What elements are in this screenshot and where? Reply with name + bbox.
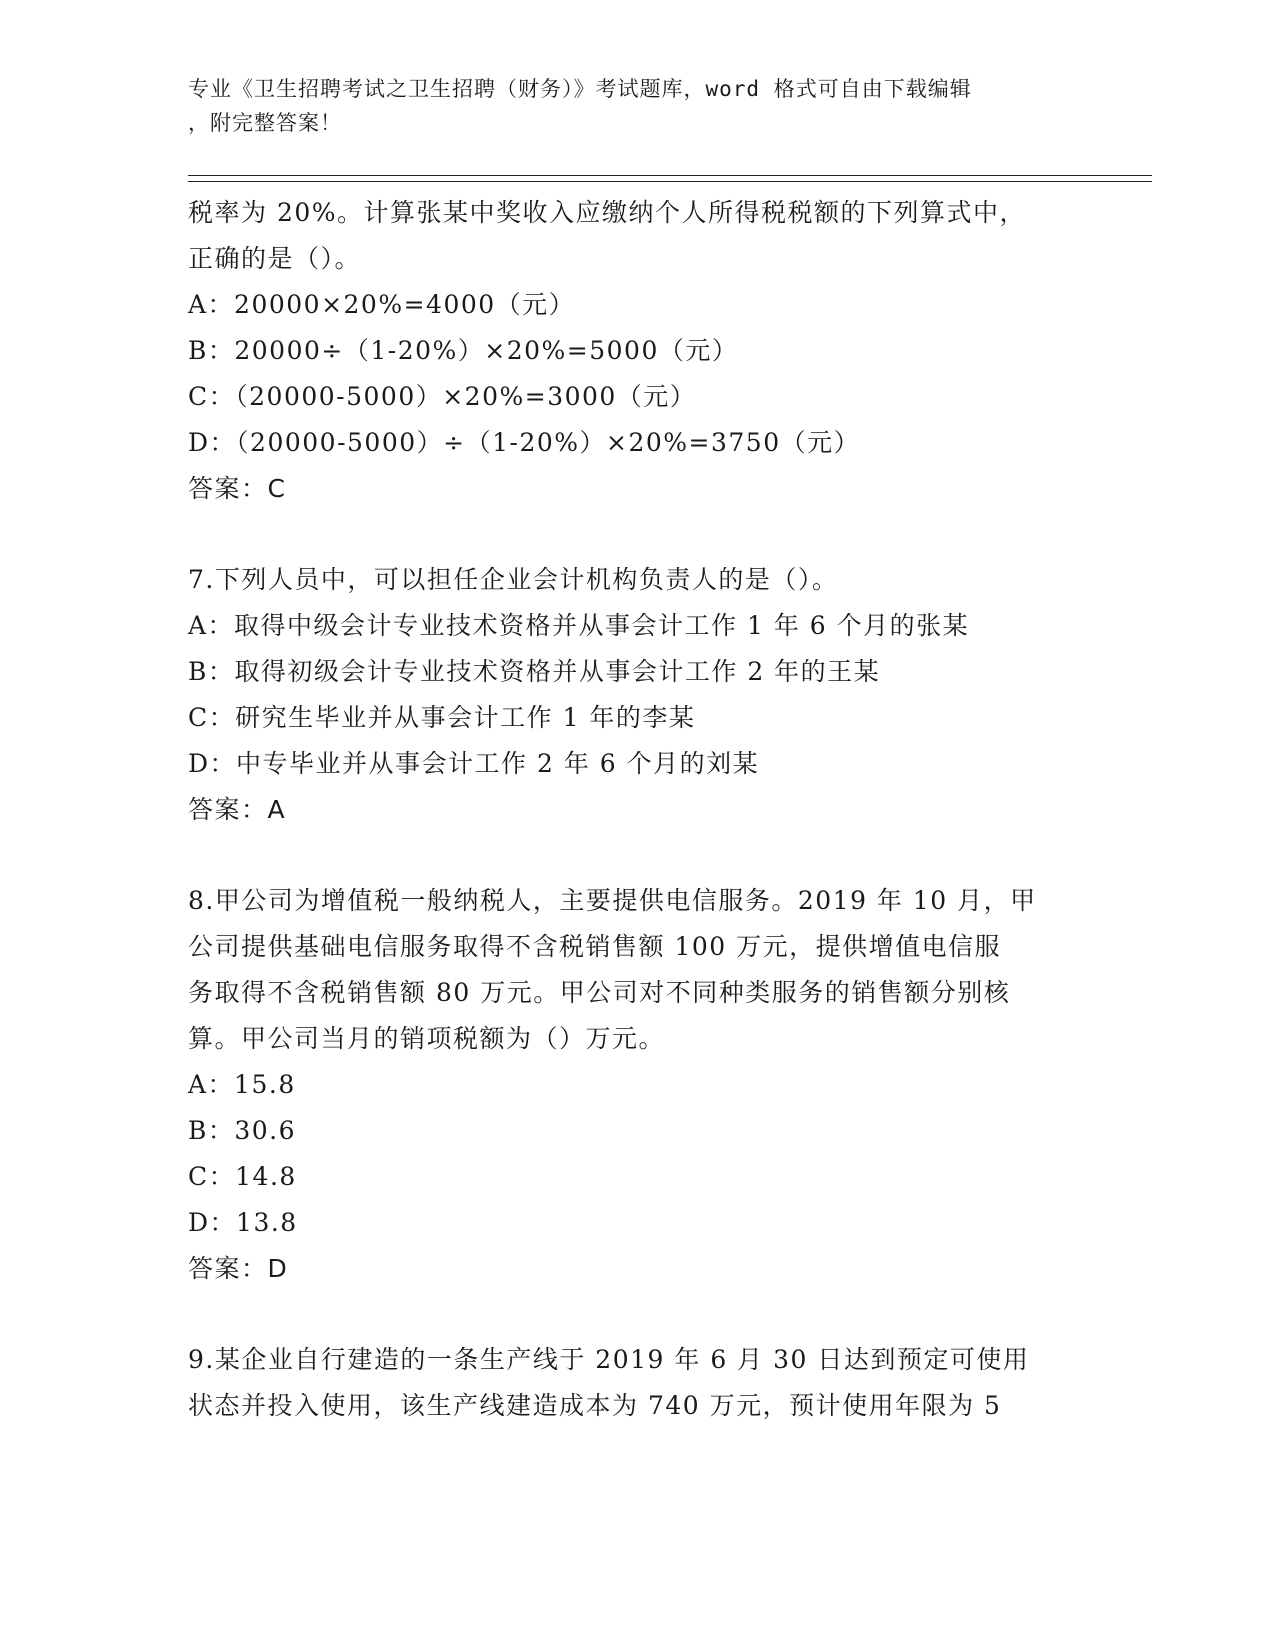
header-rule-top: [188, 175, 1152, 176]
option-d: D：（20000-5000）÷（1-20%）×20%=3750（元）: [188, 428, 861, 457]
option-c: C：研究生毕业并从事会计工作 1 年的李某: [188, 703, 696, 732]
question-8: [188, 878, 1088, 1292]
option-c: C：（20000-5000）×20%=3000（元）: [188, 382, 697, 411]
question-stem-line: 8.甲公司为增值税一般纳税人，主要提供电信服务。2019 年 10 月，甲: [188, 886, 1037, 915]
header-line-1: 专业《卫生招聘考试之卫生招聘（财务）》考试题库，word 格式可自由下载编辑: [188, 77, 972, 101]
question-stem-line: 公司提供基础电信服务取得不含税销售额 100 万元，提供增值电信服: [188, 932, 1002, 961]
option-c: C：14.8: [188, 1162, 297, 1191]
question-stem-line: 务取得不含税销售额 80 万元。甲公司对不同种类服务的销售额分别核: [188, 978, 1011, 1007]
option-b: B：20000÷（1-20%）×20%=5000（元）: [188, 336, 739, 365]
header-line-2: ，附完整答案！: [188, 111, 342, 135]
option-a: A：取得中级会计专业技术资格并从事会计工作 1 年 6 个月的张某: [188, 611, 970, 640]
option-d: D：中专毕业并从事会计工作 2 年 6 个月的刘某: [188, 749, 760, 778]
answer: 答案：A: [188, 795, 287, 824]
option-a: A：20000×20%=4000（元）: [188, 290, 576, 319]
header-rule-bottom: [188, 181, 1152, 182]
question-gap: [188, 1292, 1088, 1337]
question-gap: [188, 833, 1088, 878]
question-stem-line: 状态并投入使用，该生产线建造成本为 740 万元，预计使用年限为 5: [188, 1391, 1002, 1420]
answer: 答案：C: [188, 474, 287, 503]
answer: 答案：D: [188, 1254, 289, 1283]
question-7: [188, 557, 1088, 833]
question-stem-line: 算。甲公司当月的销项税额为（）万元。: [188, 1024, 666, 1053]
question-stem-line: 9.某企业自行建造的一条生产线于 2019 年 6 月 30 日达到预定可使用: [188, 1345, 1030, 1374]
question-stem-line: 税率为 20%。计算张某中奖收入应缴纳个人所得税税额的下列算式中，: [188, 198, 1027, 227]
question-gap: [188, 512, 1088, 557]
question-list: [188, 190, 1088, 1429]
option-b: B：30.6: [188, 1116, 297, 1145]
question-stem-line: 7.下列人员中，可以担任企业会计机构负责人的是（）。: [188, 565, 839, 594]
question-6: [188, 190, 1088, 512]
option-b: B：取得初级会计专业技术资格并从事会计工作 2 年的王某: [188, 657, 881, 686]
question-9: [188, 1337, 1088, 1429]
option-a: A：15.8: [188, 1070, 296, 1099]
question-stem-line: 正确的是（）。: [188, 244, 362, 273]
document-header: [188, 72, 1088, 140]
option-d: D：13.8: [188, 1208, 298, 1237]
